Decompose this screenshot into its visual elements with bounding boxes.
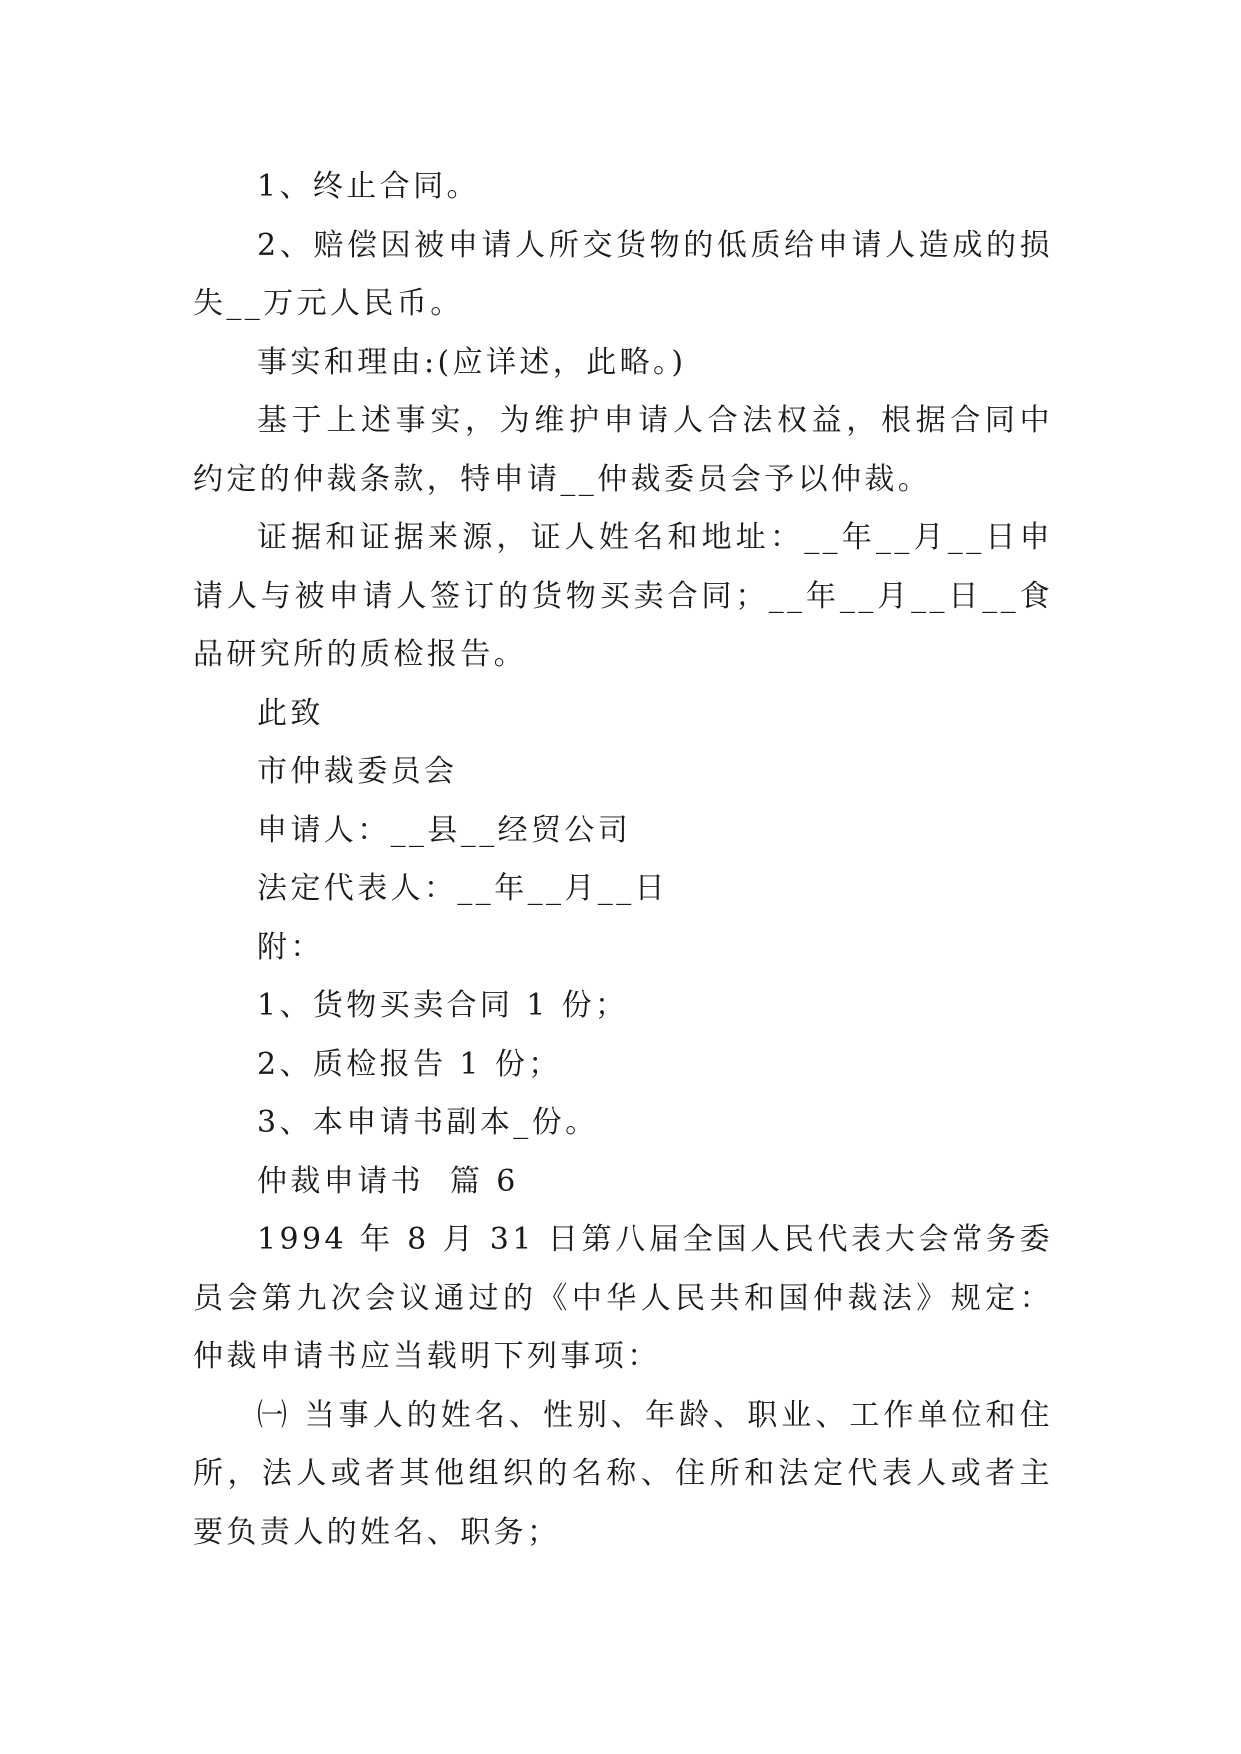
paragraph-attachment-inspection: 2、质检报告 1 份； (257, 1046, 562, 1082)
paragraph-attachment-contract: 1、货物买卖合同 1 份； (257, 988, 629, 1023)
paragraph-request-basis: 基于上述事实，为维护申请人合法权益，根据合同中约定的仲裁条款，特申请__仲裁委员会予以仲裁。 (193, 403, 1053, 497)
paragraph-applicant: 申请人：__县__经贸公司 (257, 812, 632, 848)
paragraph-attachments-heading: 附： (257, 929, 324, 965)
section-heading: 仲裁申请书 篇 6 (257, 1163, 519, 1199)
paragraph-law-reference: 1994 年 8 月 31 日第八届全国人民代表大会常务委员会第九次会议通过的《中华人民共和国仲裁法》规定： 仲裁申请书应当载明下列事项： (193, 1222, 1053, 1374)
paragraph-item-parties: ㈠ 当事人的姓名、性别、年龄、职业、工作单位和住所，法人或者其他组织的名称、住所和法定代表人或者主要负责人的姓名、职务； (193, 1397, 1053, 1550)
paragraph-item-terminate-contract: 1、终止合同。 (257, 169, 480, 204)
paragraph-salutation: 此致 (257, 695, 324, 731)
paragraph-item-compensation: 2、赔偿因被申请人所交货物的低质给申请人造成的损失__万元人民币。 (193, 227, 1053, 321)
document-body (193, 158, 1053, 1562)
paragraph-recipient: 市仲裁委员会 (257, 754, 458, 789)
paragraph-legal-representative: 法定代表人：__年__月__日 (257, 871, 668, 906)
paragraph-attachment-copies: 3、本申请书副本_份。 (257, 1105, 599, 1140)
paragraph-evidence: 证据和证据来源，证人姓名和地址：__年__月__日申请人与被申请人签订的货物买卖合同；__年__月__日__食品研究所的质检报告。 (193, 520, 1053, 672)
paragraph-facts-reasons: 事实和理由:(应详述，此略。) (257, 344, 687, 380)
